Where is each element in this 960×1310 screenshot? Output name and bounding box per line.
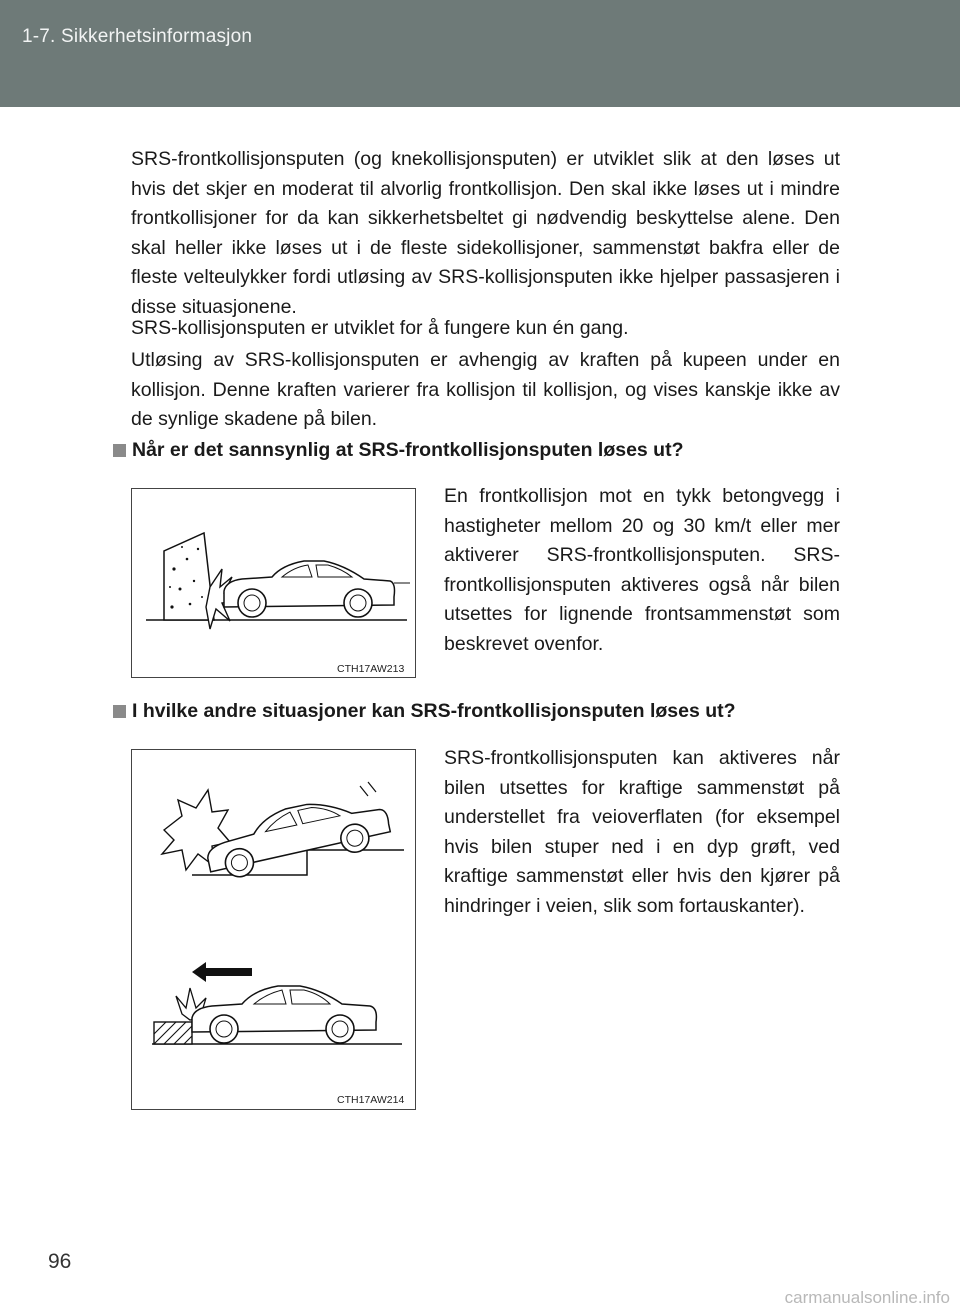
page-number: 96	[48, 1250, 72, 1273]
figure-underbody-collision	[131, 749, 416, 1110]
paragraph-1: SRS-frontkollisjonsputen (og knekollisjonsputen) er utviklet slik at den løses ut hvis det skjer en moderat til alvorlig frontkollisjon. Den skal ikke løses ut i mindre frontkollisjoner for da kan sikkerhetsbeltet gi nødvendig beskyttelse alene. Den skal heller ikke løses ut i de fleste sidekollisjoner, sammenstøt bakfra eller de fleste velteulykker fordi utløsing av SRS-kollisjonsputen ikke hjelper passasjeren i disse situasjonene.	[131, 148, 840, 318]
watermark: carmanualsonline.info	[784, 1288, 950, 1307]
section-1-heading	[113, 439, 684, 462]
figure-code: CTH17AW214	[337, 1094, 405, 1106]
figure-code: CTH17AW213	[337, 663, 405, 675]
section-title: 1-7. Sikkerhetsinformasjon	[22, 26, 253, 47]
bullet-square-icon	[113, 444, 126, 457]
paragraph-2: SRS-kollisjonsputen er utviklet for å fungere kun én gang.	[131, 317, 629, 339]
section-2-heading	[113, 700, 736, 723]
underbody-collision-illustration	[132, 750, 415, 1109]
page-header	[0, 0, 960, 107]
section-2-heading-text: I hvilke andre situasjoner kan SRS-frontkollisjonsputen løses ut?	[132, 700, 736, 722]
figure-wall-collision	[131, 488, 416, 678]
paragraph-3: Utløsing av SRS-kollisjonsputen er avhengig av kraften på kupeen under en kollisjon. Denne kraften varierer fra kollisjon til kollisjon, og vises kanskje ikke av de synlige skadene på bilen.	[131, 349, 840, 431]
section-2-text: SRS-frontkollisjonsputen kan aktiveres når bilen utsettes for kraftige sammenstøt på understellet fra veioverflaten (for eksempel hvis bilen stuper ned i en dyp grøft, ved kraftige sammenstøt eller hvis den kjører på hindringer i veien, slik som fortauskanter).	[444, 747, 840, 917]
section-1-heading-text: Når er det sannsynlig at SRS-frontkollisjonsputen løses ut?	[132, 439, 684, 461]
section-1-text: En frontkollisjon mot en tykk betongvegg i hastigheter mellom 20 og 30 km/t eller mer aktiverer SRS-frontkollisjonsputen. SRS-frontkollisjonsputen aktiveres også når bilen utsettes for lignende frontsammenstøt som beskrevet ovenfor.	[444, 485, 840, 655]
bullet-square-icon	[113, 705, 126, 718]
wall-collision-illustration	[132, 489, 415, 677]
